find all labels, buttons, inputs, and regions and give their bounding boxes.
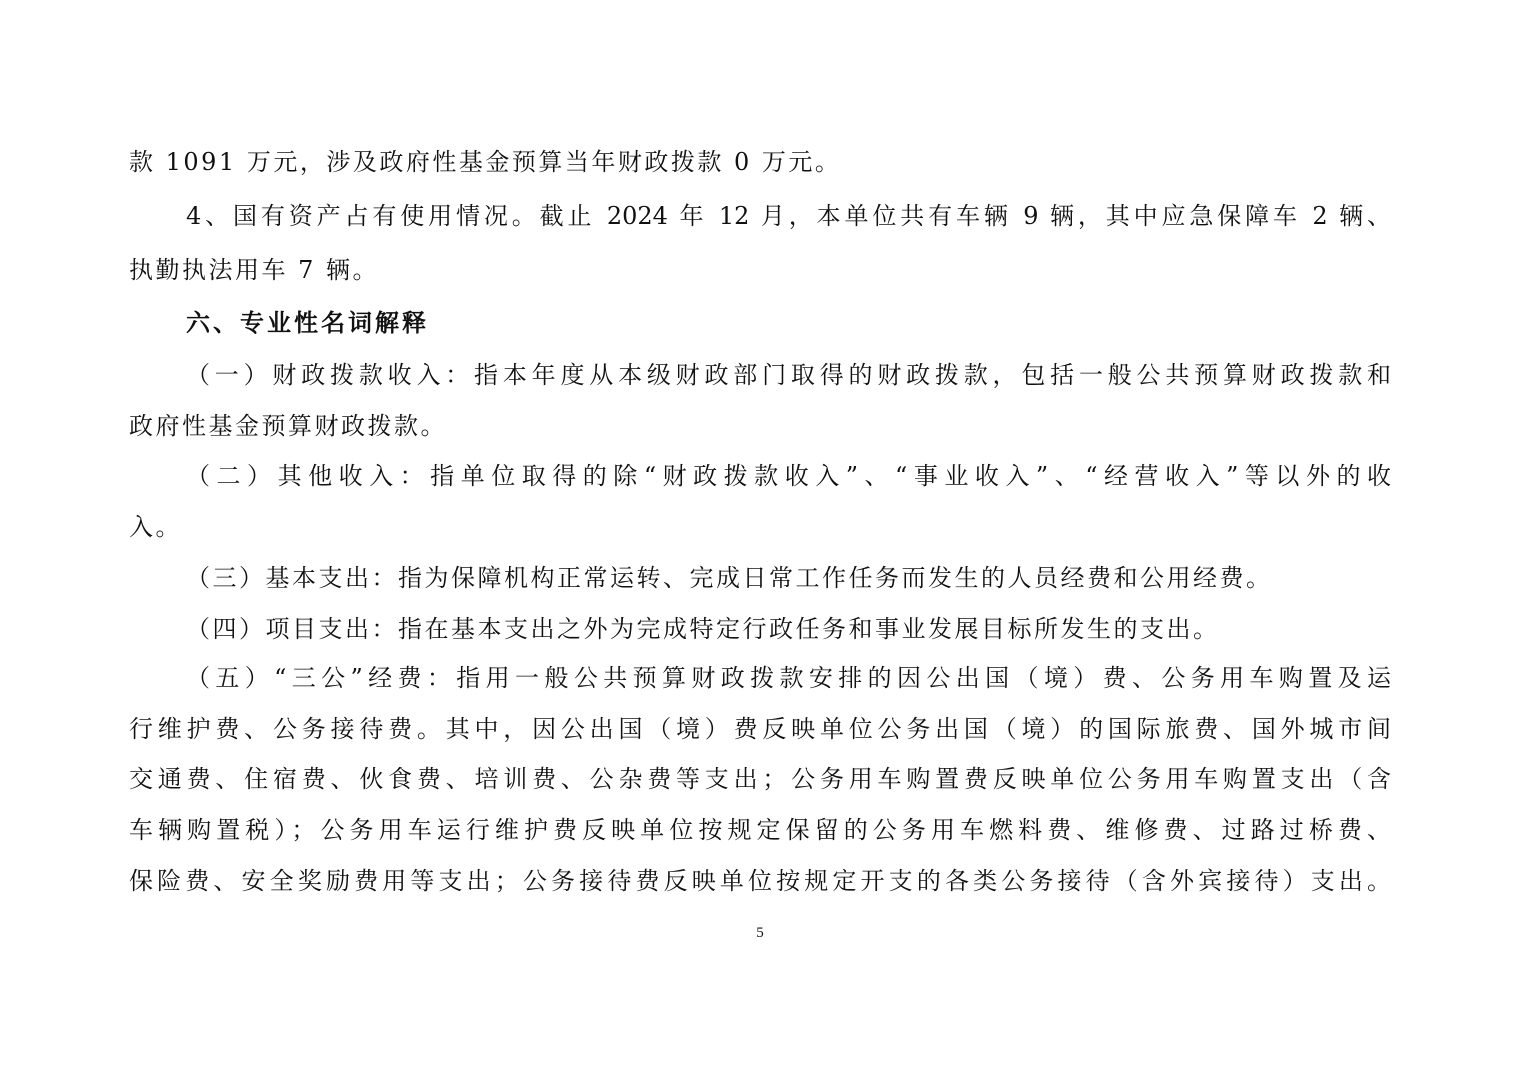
page-number: 5 (756, 925, 764, 941)
paragraph-line: 交通费、住宿费、伙食费、培训费、公杂费等支出；公务用车购置费反映单位公务用车购置支出（含 (129, 765, 1391, 793)
section-heading: 六、专业性名词解释 (186, 309, 429, 337)
paragraph-line: 政府性基金预算财政拨款。 (129, 412, 447, 440)
paragraph-line: 保险费、安全奖励费用等支出；公务接待费反映单位按规定开支的各类公务接待（含外宾接待）支出。 (129, 867, 1391, 895)
paragraph-line: （一）财政拨款收入：指本年度从本级财政部门取得的财政拨款，包括一般公共预算财政拨款和 (186, 361, 1391, 389)
paragraph-line: （四）项目支出：指在基本支出之外为完成特定行政任务和事业发展目标所发生的支出。 (186, 615, 1220, 643)
paragraph-line: 执勤执法用车 7 辆。 (129, 256, 380, 284)
paragraph-line: 车辆购置税）；公务用车运行维护费反映单位按规定保留的公务用车燃料费、维修费、过路过桥费、 (129, 816, 1391, 844)
paragraph-line: （二）其他收入：指单位取得的除“财政拨款收入”、“事业收入”、“经营收入”等以外的收 (186, 462, 1391, 490)
paragraph-line: 4、国有资产占有使用情况。截止 2024 年 12 月，本单位共有车辆 9 辆，其中应急保障车 2 辆、 (186, 202, 1391, 230)
paragraph-line: （五）“三公”经费：指用一般公共预算财政拨款安排的因公出国（境）费、公务用车购置及运 (186, 664, 1391, 692)
paragraph-line: 入。 (129, 513, 182, 541)
paragraph-line: 行维护费、公务接待费。其中，因公出国（境）费反映单位公务出国（境）的国际旅费、国外城市间 (129, 715, 1391, 743)
paragraph-line: （三）基本支出：指为保障机构正常运转、完成日常工作任务而发生的人员经费和公用经费。 (186, 564, 1273, 592)
paragraph-line: 款 1091 万元，涉及政府性基金预算当年财政拨款 0 万元。 (129, 148, 842, 176)
